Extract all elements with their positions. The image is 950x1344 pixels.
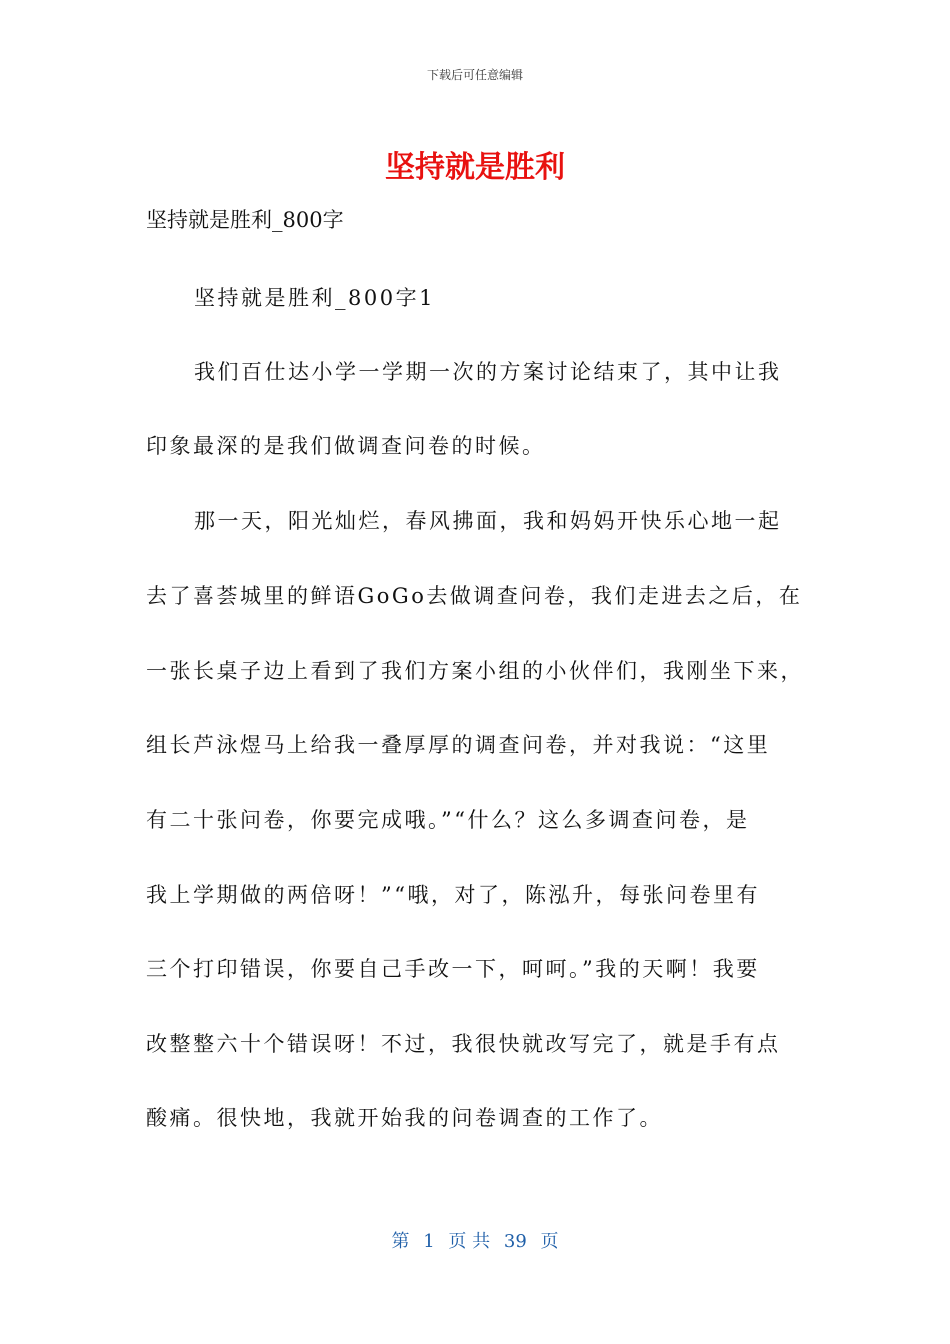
- document-title: 坚持就是胜利: [385, 150, 565, 185]
- paragraph-line: 改整整六十个错误呀！不过，我很快就改写完了，就是手有点: [146, 1032, 781, 1056]
- footer-suffix: 页: [540, 1231, 559, 1252]
- paragraph-line: 我上学期做的两倍呀！”“哦，对了，陈泓升，每张问卷里有: [146, 883, 760, 907]
- paragraph-line: 组长芦泳煜马上给我一叠厚厚的调查问卷，并对我说：“这里: [146, 733, 771, 757]
- paragraph-line: 一张长桌子边上看到了我们方案小组的小伙伴们，我刚坐下来，: [146, 659, 804, 683]
- paragraph-line: 酸痛。很快地，我就开始我的问卷调查的工作了。: [146, 1106, 663, 1130]
- header-note: 下载后可任意编辑: [426, 68, 523, 82]
- footer-middle: 页 共: [448, 1231, 491, 1252]
- paragraph-line: 我们百仕达小学一学期一次的方案讨论结束了，其中让我: [194, 360, 782, 384]
- paragraph-line: 去了喜荟城里的鲜语GoGo去做调查问卷，我们走进去之后，在: [146, 584, 803, 608]
- paragraph-line: 三个打印错误，你要自己手改一下，呵呵。”我的天啊！我要: [146, 957, 760, 981]
- total-pages-number: 39: [503, 1231, 527, 1252]
- current-page-number: 1: [423, 1231, 435, 1252]
- paragraph-line: 那一天，阳光灿烂，春风拂面，我和妈妈开快乐心地一起: [194, 509, 782, 533]
- footer-prefix: 第: [391, 1231, 410, 1252]
- paragraph-line: 印象最深的是我们做调查问卷的时候。: [146, 434, 546, 458]
- page-footer: [0, 1227, 950, 1253]
- paragraph-heading: 坚持就是胜利_800字1: [194, 286, 435, 310]
- paragraph-line: 有二十张问卷，你要完成哦。”“什么？这么多调查问卷，是: [146, 808, 750, 832]
- document-subtitle: 坚持就是胜利_800字: [146, 208, 344, 232]
